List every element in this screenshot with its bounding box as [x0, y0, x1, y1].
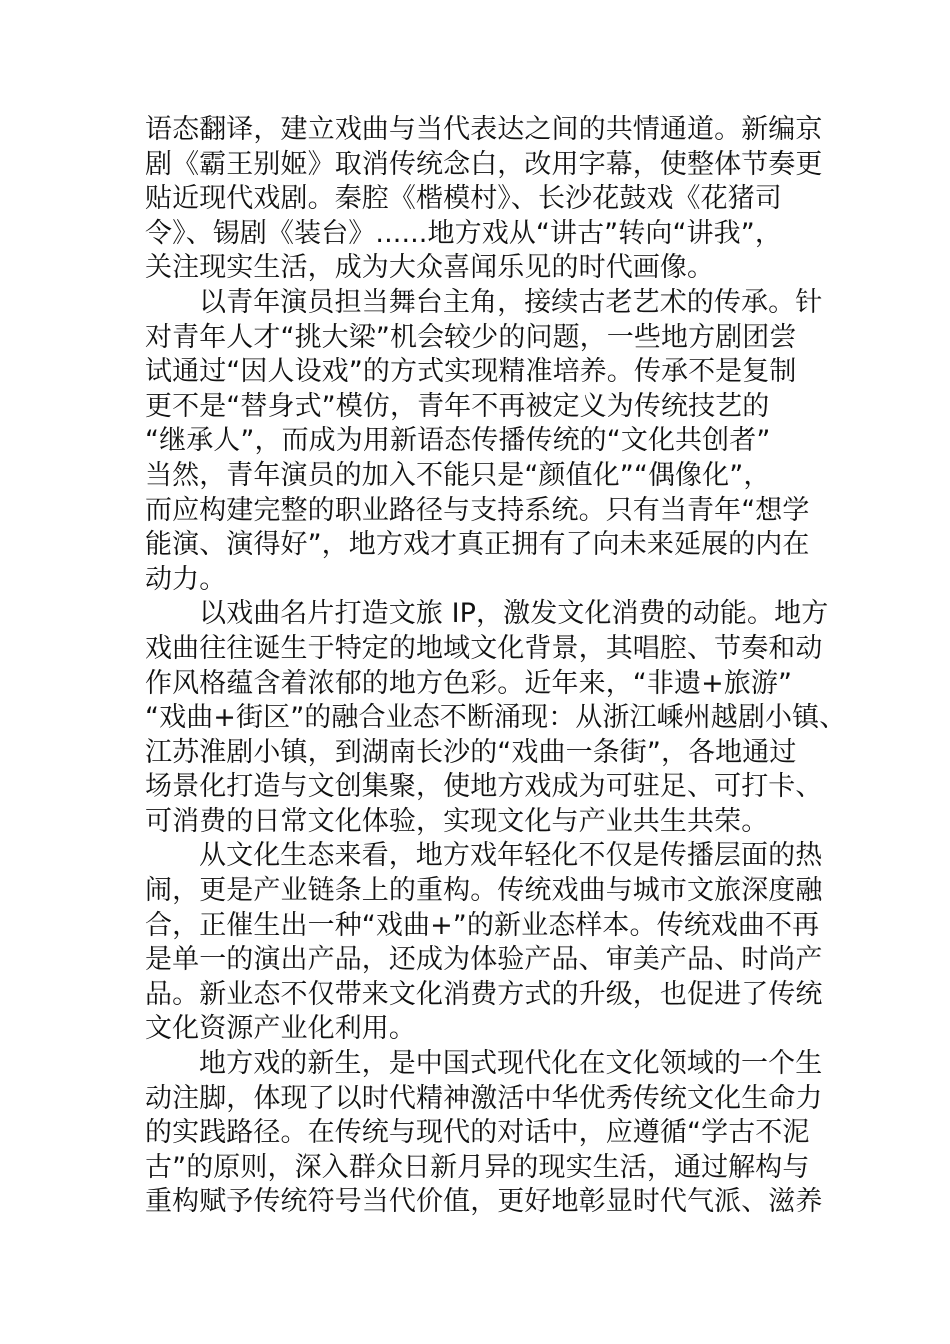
text-line: 对青年人才“挑大梁”机会较少的问题，一些地方剧团尝 [145, 321, 797, 353]
text-line: 当然，青年演员的加入不能只是“颜值化”“偶像化”， [145, 459, 771, 491]
text-line: 文化资源产业化利用。 [145, 1013, 416, 1045]
text-line: 能演、演得好”，地方戏才真正拥有了向未来延展的内在 [145, 529, 810, 561]
text-line: 语态翻译，建立戏曲与当代表达之间的共情通道。新编京 [145, 114, 823, 145]
text-line: 贴近现代戏剧。秦腔《楷模村》、长沙花鼓戏《花猪司 [145, 183, 782, 215]
text-line: 从文化生态来看，地方戏年轻化不仅是传播层面的热 [199, 840, 823, 872]
text-line: 地方戏的新生，是中国式现代化在文化领域的一个生 [199, 1048, 823, 1080]
text-line: 可消费的日常文化体验，实现文化与产业共生共荣。 [145, 805, 769, 837]
text-line: 作风格蕴含着浓郁的地方色彩。近年来，“非遗+旅游” [145, 667, 793, 699]
text-line: 场景化打造与文创集聚，使地方戏成为可驻足、可打卡、 [145, 771, 823, 803]
text-line: 戏曲往往诞生于特定的地域文化背景，其唱腔、节奏和动 [145, 632, 823, 664]
text-line: 关注现实生活，成为大众喜闻乐见的时代画像。 [145, 252, 715, 284]
text-line: “继承人”，而成为用新语态传播传统的“文化共创者” [145, 425, 771, 457]
paragraph-4 [145, 839, 823, 1047]
text-line: 以戏曲名片打造文旅 IP，激发文化消费的动能。地方 [199, 598, 829, 630]
text-line: 的实践路径。在传统与现代的对话中，应遵循“学古不泥 [145, 1117, 810, 1149]
document-body [145, 113, 847, 1220]
text-line: 令》、锡剧《装台》......地方戏从“讲古”转向“讲我”， [145, 217, 782, 249]
paragraph-1 [145, 113, 823, 286]
text-line: 是单一的演出产品，还成为体验产品、审美产品、时尚产 [145, 944, 823, 976]
text-line: 剧《霸王别姬》取消传统念白，改用字幕，使整体节奏更 [145, 148, 823, 180]
text-line: 闹，更是产业链条上的重构。传统戏曲与城市文旅深度融 [145, 875, 823, 907]
text-line: 古”的原则，深入群众日新月异的现实生活，通过解构与 [145, 1151, 810, 1183]
text-line: 动力。 [145, 563, 227, 595]
paragraph-5 [145, 1047, 823, 1220]
text-line: “戏曲+街区”的融合业态不断涌现：从浙江嵊州越剧小镇、 [145, 702, 847, 734]
paragraph-2 [145, 286, 823, 597]
text-line: 试通过“因人设戏”的方式实现精准培养。传承不是复制 [145, 356, 797, 388]
text-line: 品。新业态不仅带来文化消费方式的升级，也促进了传统 [145, 978, 823, 1010]
text-line: 以青年演员担当舞台主角，接续古老艺术的传承。针 [199, 286, 823, 318]
text-line: 重构赋予传统符号当代价值，更好地彰显时代气派、滋养 [145, 1186, 823, 1218]
text-line: 江苏淮剧小镇，到湖南长沙的“戏曲一条街”，各地通过 [145, 736, 797, 768]
text-line: 动注脚，体现了以时代精神激活中华优秀传统文化生命力 [145, 1082, 823, 1114]
text-line: 而应构建完整的职业路径与支持系统。只有当青年“想学 [145, 494, 810, 526]
text-line: 合，正催生出一种“戏曲+”的新业态样本。传统戏曲不再 [145, 909, 820, 941]
text-line: 更不是“替身式”模仿，青年不再被定义为传统技艺的 [145, 390, 770, 422]
paragraph-3 [145, 597, 847, 839]
